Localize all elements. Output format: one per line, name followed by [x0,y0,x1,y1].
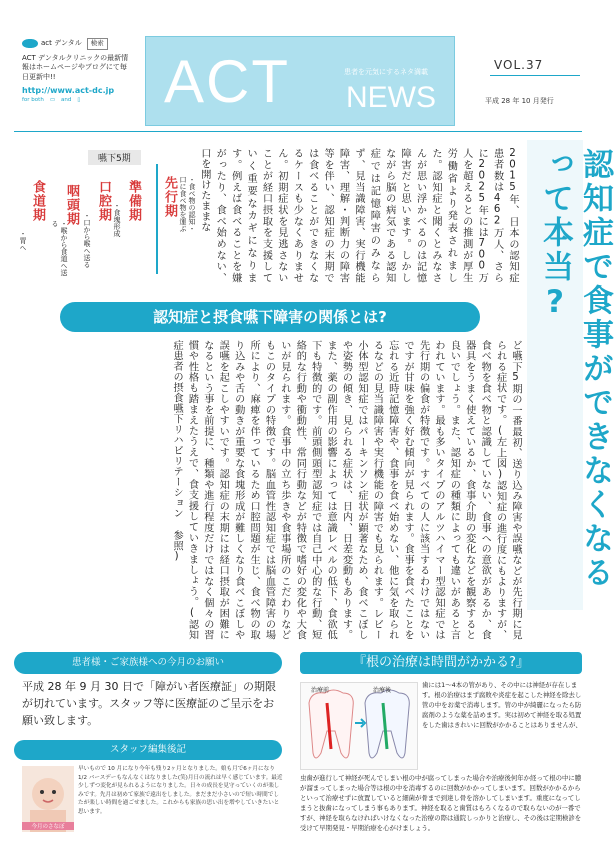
header-sidebar [22,38,130,118]
volume-underline [490,75,580,76]
masthead [145,36,455,126]
stage-desc: ・喉から食道へ送る [51,220,68,276]
website-link[interactable]: http://www.act-dc.jp [22,86,115,95]
nerve-body-1: 歯には1〜4本の管があり、その中には神経が存在します。根の治療はまず腐敗や炎症を起こした神経を除去し管の中をお薬で消毒します。管の中が綺麗になったら防腐剤のような薬を詰めます。実は初めて神経を取る処置をした歯はきれいに回数がかかることはありませんが、 [422,681,582,729]
brand-row [22,38,130,50]
pc-icon: ▭ [49,96,56,103]
feature-title: 認知症で食事ができなくなるって本当? [537,148,613,590]
issue-date: 平成 28 年 10 月発行 [485,97,554,105]
volume-number: VOL.37 [494,58,544,72]
feature-body-bottom: ど嚥下5期の一番最初、送り込み障害や誤嚥などが先行期に見られる症状です。(左上図)認知症の進行度にもよりますが、食べ物を食べ物と認識していない、食事への意欲があるか、食器具をうまく使えているか、食事介助の変化などを観察すると良いでしょう。また、認知症の種類によっても違いがあると言われています。最も多いタイプのアルツハイマー型認知症では先行期の偏食が特徴です。すべての人に該当するわけではないですが甘味を強く好む傾向が見られます。食事を食べたことを忘れる近時記憶障害や、食事を食べ始めない、他に気を取られるなどの見当識障害や実行機能の障害でも見られます。レビー小体型認知症ではパーキンソン症状が顕著なため、食べこぼしや姿勢の傾き、見られる症状は、日内、日差変動もあります。また、薬の副作用の影響によっては意識レベルの低下、食欲低下も特徴的です。前頭側頭型認知症では自己中心的な行動、短絡的な行動や衝動性、常同行動などが特徴で嗜好の変化や大食いが見られます。食事中の立ち歩きや食事場所のこだわりなどもこのタイプの特徴です。脳血管性認知症では脳血管障害の場所により、麻痺を伴っているため口腔問題が生じ、食べ物の取り込みや舌の動きが重要な食塊形成が難しくなり食べこぼしや誤嚥を起こしやすいです。認知症の末期には経口摂取が困難になるという事を前提に、種類や進行程度だけではなく個々の習慣や性格も踏まえたうえで、食支援していきましょう。(認知症患者の摂食嚥下リハビリテーション 参照) [171,340,521,640]
masthead-news: NEWS [346,81,436,114]
notice-body: 平成 28 年 9 月 30 日で「障がい者医療証」の期限が切れています。スタッフ等に医療証のご呈示をお願い致します。 [22,680,276,727]
search-button[interactable]: 検索 [87,38,108,50]
nerve-title: 『根の治療は時間がかかる?』 [353,655,529,670]
diagram-arrow [156,164,158,274]
phone-icon: ▯ [77,96,81,103]
stage-desc: ・口から喉へ送る [83,212,91,268]
swallow-stages-diagram [20,150,204,280]
brand-logo-icon [22,39,38,48]
stage-desc: ・食べ物の認知・口に食べ物を運ぶ [179,176,196,232]
brand-name: act デンタル [41,39,82,47]
masthead-subtitle: 患者を元気にするネタ満載 [344,68,428,76]
diagram-heading: 嚥下5期 [88,150,141,165]
masthead-act: ACT [164,48,290,115]
feature-banner-text: 認知症と摂食嚥下障害の関係とは? [153,308,387,326]
header-divider [14,131,582,132]
device-note [22,96,130,106]
stage-name: 食道期 [30,180,45,222]
stage-name: 咽頭期 [64,184,79,226]
staff-body: 早いもので 10 月になり今年も残り2ヶ月となりました。娘も月で6ヶ月になり 1/2 バースデーもなんなくはなりました(笑)月日の流れは早く感じています。最近少しずつ変化が見られるようになりました。日々の成長を見守っていくのが楽しみです。先月は初めて家族で遠出をしました。まだまだ小さいので短い時間でしたが楽しい時間を過ごせました。これからも家族の思い出を増やしていきたいと思います。 [78,766,283,815]
feature-body-top: 2015年、日本の認知症患者数は462万人、さらに2025年には700万人を超えるとの推測が厚生労働省より発表されました。認知症と聞くとみなさんが思い浮かべるのは記憶障害だと思います。しかしながら脳の病気である認知症では記憶障害のみならず、見当識障害、実行機能障害、理解・判断力の障害等を伴い、認知症の末期では食べることができなくなるケースも少なくありません。初期症状を見逃さないことが経口摂取を支援していく重要なカギになります。例えば食べることを嫌がったり、食べ始めない、口を開けたままな [198,148,518,283]
notice-title: 患者様・ご家族様への今月のお願い [71,657,224,668]
tooth-illustration-icon [301,683,419,771]
before-label: 治療前 [311,687,330,694]
and-text: and [61,96,72,103]
staff-title: スタッフ編集後記 [109,744,186,755]
photo-caption: 今月のさなぼ [22,822,74,830]
feature-banner [60,302,480,332]
nerve-body-2: 虫歯が進行して神経が死んでしまい根の中が腐ってしまった場合や治療後何年か経って根の中に膿が溜まってしまった場合等は根の中を消毒するのに回数がかかってしまいます。回数がかかるからといって治療せずに放置していると細菌が骨まで到達し骨を溶かしてしまいます。重度になってしまうと抜歯になってしまう事もあります。神経を取ると歯質はもろくなるので取らないのが一番ですが、神経を取らなければいけなくなった治療の際は通院しっかりと治療し、その後は定期検診を受けて早期発見・早期治療を心がけましょう。 [300,774,582,832]
stage-name: 口腔期 [96,180,111,222]
tooth-diagram [300,682,418,770]
header-tagline: ACT デンタルクリニックの最新情報はホームページやブログにて毎日更新中!! [22,53,129,81]
stage-desc: ・食塊形成 [113,202,121,237]
stage-name: 先行期 [162,176,177,218]
for-both-text: for both [22,96,44,103]
stage-desc: ・胃へ [19,230,27,251]
stage-name: 準備期 [126,180,141,222]
after-label: 治療後 [373,687,392,694]
